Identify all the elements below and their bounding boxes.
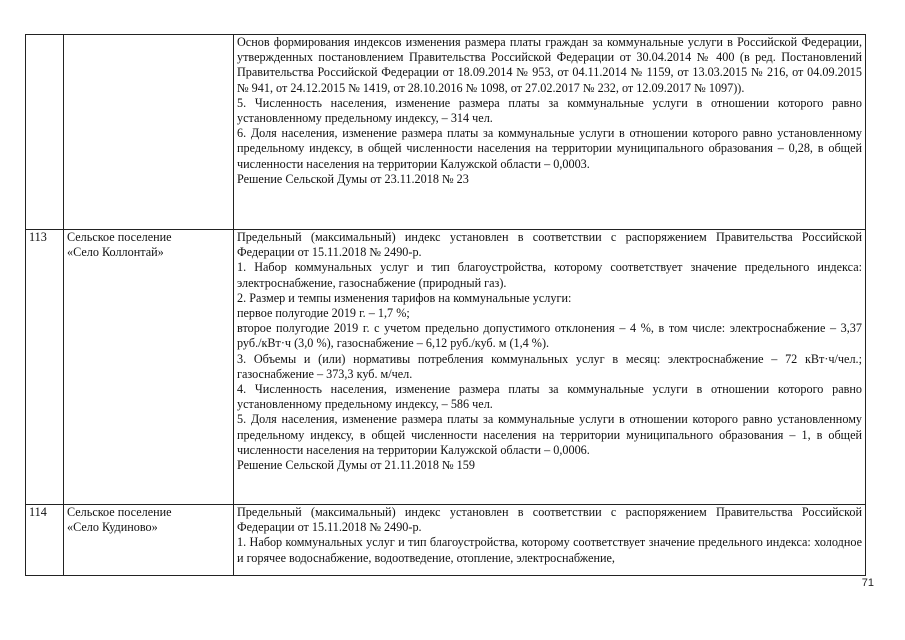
settlement-name <box>64 35 234 230</box>
settlement-name-line1: Сельское поселение <box>67 505 172 519</box>
paragraph: 5. Численность населения, изменение размера платы за коммунальные услуги в отношении которого равно установленному предельному индексу, – 314 чел. <box>237 95 862 126</box>
index-description <box>234 35 866 230</box>
paragraph: первое полугодие 2019 г. – 1,7 %; <box>237 306 410 321</box>
table-row <box>26 230 866 505</box>
settlement-name <box>64 505 234 576</box>
page-number: 71 <box>861 577 874 589</box>
table-row <box>26 35 866 230</box>
paragraph: второе полугодие 2019 г. с учетом предельно допустимого отклонения – 4 %, в том числе: электроснабжение – 3,37 руб./кВт·ч (3,0 %), газоснабжение – 6,12 руб./куб. м (1,4 %). <box>237 321 862 351</box>
row-number <box>26 35 64 230</box>
settlement-name <box>64 230 234 505</box>
paragraph: Предельный (максимальный) индекс установлен в соответствии с распоряжением Правительства Российской Федерации от 15.11.2018 № 2490-р. <box>237 505 862 535</box>
paragraph: 1. Набор коммунальных услуг и тип благоустройства, которому соответствует значение предельного индекса: холодное и горячее водоснабжение, водоотведение, отопление, электроснабжение, <box>237 535 862 565</box>
table-row <box>26 505 866 576</box>
settlement-name-line1: Сельское поселение <box>67 230 172 244</box>
paragraph: Предельный (максимальный) индекс установлен в соответствии с распоряжением Правительства Российской Федерации от 15.11.2018 № 2490-р. <box>237 230 862 260</box>
paragraph: 6. Доля населения, изменение размера платы за коммунальные услуги в отношении которого равно установленному предельному индексу, в общей численности населения на территории муниципального образования – 0,28, в общей численности населения на территории Калужской области – 0,0003. <box>237 126 862 171</box>
index-description <box>234 230 866 505</box>
index-description <box>234 505 866 576</box>
row-number: 114 <box>26 505 64 576</box>
decision-reference: Решение Сельской Думы от 23.11.2018 № 23 <box>237 171 469 186</box>
decision-reference: Решение Сельской Думы от 21.11.2018 № 159 <box>237 458 475 473</box>
paragraph: 1. Набор коммунальных услуг и тип благоустройства, которому соответствует значение предельного индекса: электроснабжение, газоснабжение (природный газ). <box>237 260 862 290</box>
paragraph: 4. Численность населения, изменение размера платы за коммунальные услуги в отношении которого равно установленному предельному индексу, – 586 чел. <box>237 382 862 412</box>
document-table <box>25 34 866 576</box>
paragraph: 5. Доля населения, изменение размера платы за коммунальные услуги в отношении которого равно установленному предельному индексу, в общей численности населения на территории муниципального образования – 1, в общей численности населения на территории Калужской области – 0,0006. <box>237 412 862 457</box>
paragraph: Основ формирования индексов изменения размера платы граждан за коммунальные услуги в Российской Федерации, утвержденных постановлением Правительства Российской Федерации от 30.04.2014 № 400 (в ред. Постановлений Правительства Российской Федерации от 18.09.2014 № 953, от 04.11.2014 № 1159, от 13.03.2015 № 216, от 04.09.2015 № 941, от 24.12.2015 № 1419, от 28.10.2016 № 1098, от 27.02.2017 № 232, от 12.09.2017 № 1097)). <box>237 35 862 95</box>
settlement-name-line2: «Село Коллонтай» <box>67 245 164 260</box>
paragraph: 3. Объемы и (или) нормативы потребления коммунальных услуг в месяц: электроснабжение – 72 кВт·ч/чел.; газоснабжение – 373,3 куб. м/чел. <box>237 351 862 381</box>
settlement-name-line2: «Село Кудиново» <box>67 520 158 535</box>
row-number: 113 <box>26 230 64 505</box>
paragraph: 2. Размер и темпы изменения тарифов на коммунальные услуги: <box>237 290 572 305</box>
